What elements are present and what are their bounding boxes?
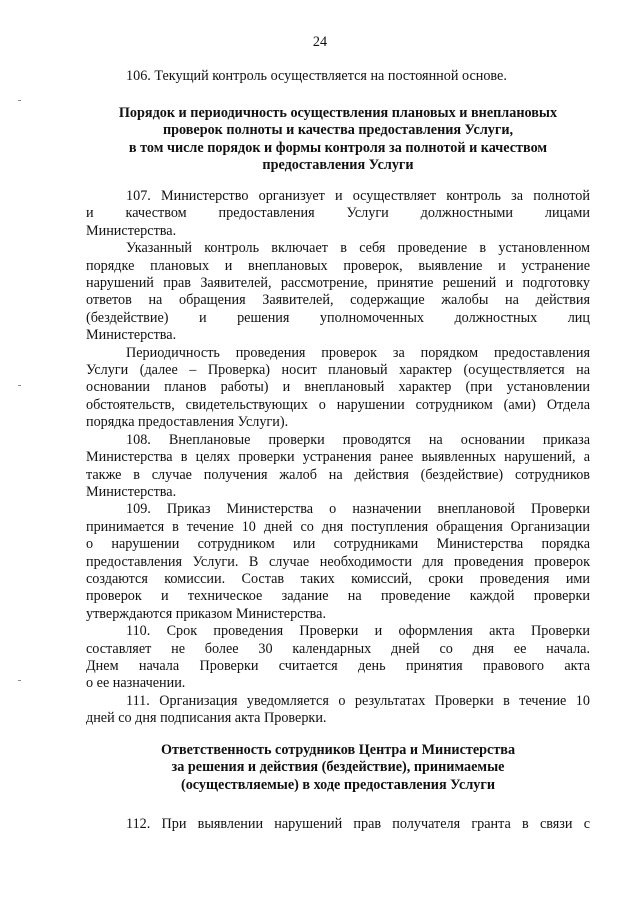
margin-mark: [18, 385, 21, 386]
heading-line: Ответственность сотрудников Центра и Министерства: [160, 742, 516, 758]
text-line: порядка предоставления Услуги).: [86, 414, 289, 431]
text-line: ответов на обращения Заявителей, содержащие жалобы на действия: [86, 292, 590, 309]
text-line: составляет не более 30 календарных дней со дня ее начала.: [86, 640, 590, 657]
text-line: также в случае получения жалоб на действия (бездействие) сотрудников: [86, 466, 590, 483]
text-line: 106. Текущий контроль осуществляется на постоянной основе.: [126, 68, 507, 84]
heading-line: в том числе порядок и формы контроля за полнотой и качеством: [128, 139, 548, 156]
text-line: и качеством предоставления Услуги должностными лицами: [86, 205, 590, 222]
paragraph-107: [86, 188, 590, 728]
text-line: 111. Организация уведомляется о результатах Проверки в течение 10: [126, 692, 590, 709]
text-line: создаются комиссии. Состав таких комиссий, сроки проведения ими: [86, 570, 590, 587]
text-line: предоставления Услуги. В случае необходимости для проведения проверок: [86, 553, 590, 570]
text-line: Услуги (далее – Проверка) носит плановый характер (осуществляется на: [86, 362, 590, 379]
text-line: 109. Приказ Министерства о назначении внеплановой Проверки: [126, 501, 590, 518]
margin-mark: [18, 680, 21, 681]
section-heading-responsibility: [86, 742, 590, 794]
heading-line: Порядок и периодичность осуществления плановых и внеплановых: [118, 105, 558, 121]
heading-line: за решения и действия (бездействие), принимаемые: [171, 759, 505, 776]
text-line: Министерства.: [86, 222, 177, 239]
text-line: Министерства в целях проверки устранения ранее выявленных нарушений, а: [86, 449, 590, 466]
text-line: Периодичность проведения проверок за порядком предоставления: [126, 344, 590, 361]
text-line: утверждаются приказом Министерства.: [86, 605, 327, 622]
paragraph-106: [86, 68, 590, 85]
text-line: 110. Срок проведения Проверки и оформления акта Проверки: [126, 623, 590, 640]
heading-line: (осуществляемые) в ходе предоставления Услуги: [180, 776, 496, 793]
section-heading-control: [86, 105, 590, 175]
text-line: Министерства.: [86, 327, 177, 344]
text-line: проверок и техническое задание на проведение каждой проверки: [86, 588, 590, 605]
text-line: нарушений прав Заявителей, рассмотрение, принятие решений и подготовку: [86, 275, 590, 292]
text-line: о ее назначении.: [86, 675, 186, 692]
text-line: обстоятельств, свидетельствующих о нарушении сотрудником (ами) Отдела: [86, 396, 590, 413]
page-number: 24: [312, 34, 328, 50]
text-line: (бездействие) и решения уполномоченных должностных лиц: [86, 309, 590, 326]
text-line: принимается в течение 10 дней со дня поступления обращения Организации: [86, 518, 590, 535]
margin-mark: [18, 100, 21, 101]
text-line: порядке плановых и внеплановых проверок, выявление и устранение: [86, 257, 590, 274]
text-line: основании планов работы) и внеплановый характер (при установлении: [86, 379, 590, 396]
text-line: Днем начала Проверки считается день принятия правового акта: [86, 657, 590, 674]
text-line: 107. Министерство организует и осуществляет контроль за полнотой: [126, 188, 590, 204]
heading-line: предоставления Услуги: [262, 157, 414, 174]
text-line: о нарушении сотрудником или сотрудниками Министерства порядка: [86, 536, 590, 553]
text-line: дней со дня подписания акта Проверки.: [86, 710, 327, 727]
text-line: 112. При выявлении нарушений прав получателя гранта в связи с: [126, 816, 590, 832]
text-line: 108. Внеплановые проверки проводятся на основании приказа: [126, 431, 590, 448]
text-line: Указанный контроль включает в себя проведение в установленном: [126, 240, 590, 257]
heading-line: проверок полноты и качества предоставления Услуги,: [162, 122, 514, 139]
paragraph-112: [86, 816, 590, 833]
text-line: Министерства.: [86, 483, 177, 500]
